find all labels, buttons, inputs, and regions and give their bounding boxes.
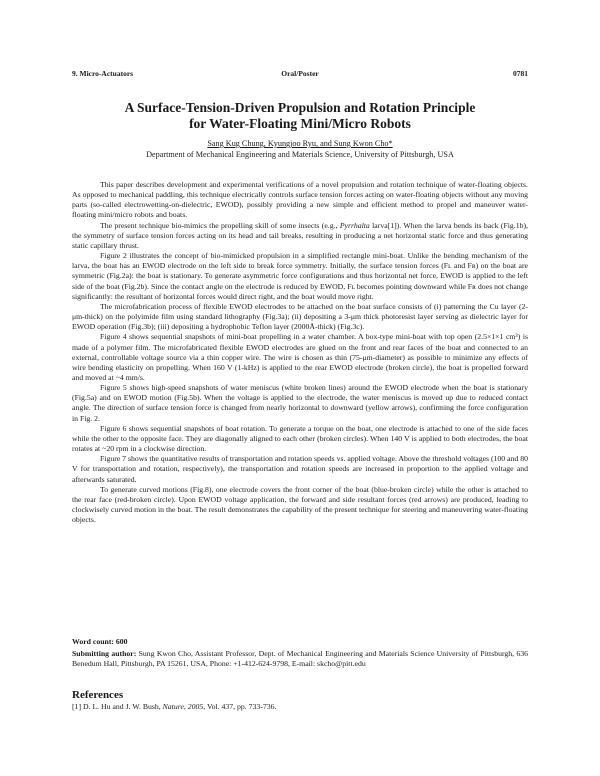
title-line-2: for Water-Floating Mini/Micro Robots xyxy=(189,116,411,131)
word-count-value: 600 xyxy=(115,637,128,646)
paper-body xyxy=(72,180,528,525)
paragraph-5: Figure 4 shows sequential snapshots of mini-boat propelling in a water chamber. A box-type mini-boat with top open (2.5×1×1 cm³) is made of a polymer film. The microfabricated flexible EWOD electrodes are glued on the front and rear faces of the boat and connected to an external, controllable voltage source via a thin copper wire. The wire is chosen as thin (75-μm-diameter) as possible to minimize any effects of wire bending elasticity on propelling. When 160 V (1-kHz) is applied to the rear EWOD electrode (broken circle), the boat is propelled forward and moved at ~4 mm/s. xyxy=(72,332,528,382)
title-line-1: A Surface-Tension-Driven Propulsion and Rotation Principle xyxy=(124,100,476,115)
submission-meta xyxy=(72,637,528,670)
page-number: 0781 xyxy=(513,69,528,78)
submitting-author xyxy=(72,649,528,669)
paragraph-3: Figure 2 illustrates the concept of bio-mimicked propulsion in a simplified rectangle mini-boat. Unlike the bending mechanism of the larva, the boat has an EWOD electrode on the left side to break force symmetry. Initially, the surface tension forces (Fʟ and Fʀ) on the boat are symmetric (Fig.2a): the boat is stationary. To generate asymmetric force configurations and thus horizontal net force, EWOD is applied to the left side of the boat (Fig.2b). Since the contact angle on the electrode is reduced by EWOD, Fʟ becomes pointing downward while Fʀ does not change significantly: the resultant of horizontal forces would direct right, and the boat would move right. xyxy=(72,251,528,301)
paragraph-4: The microfabrication process of flexible EWOD electrodes to be attached on the boat surface consists of (i) patterning the Cu layer (2-μm-thick) on the polyimide film using standard lithography (Fig.3a); (ii) depositing a 3-μm thick photoresist layer serving as dielectric layer for EWOD operation (Fig.3b); (iii) depositing a hydrophobic Teflon layer (2000Å-thick) (Fig.3c). xyxy=(72,301,528,332)
paragraph-8: Figure 7 shows the quantitative results of transportation and rotation speeds vs. applied voltage. Above the threshold voltages (100 and 80 V for transportation and rotation, respectively), the transportation and rotation speeds are increased in proportion to the applied voltage and afterwards saturated. xyxy=(72,454,528,484)
author-affiliation: Department of Mechanical Engineering and Materials Science, University of Pittsburgh, USA xyxy=(146,150,454,159)
author-block xyxy=(72,138,528,160)
reference-item: [1] D. L. Hu and J. W. Bush, Nature, 2005, Vol. 437, pp. 733-736. xyxy=(72,702,277,711)
paragraph-7: Figure 6 shows sequential snapshots of boat rotation. To generate a torque on the boat, one electrode is attached to one of the side faces while the other to the opposite face. They are diagonally aligned to each other (broken circles). When 140 V is applied to both electrodes, the boat rotates at ~20 rpm in a clockwise direction. xyxy=(72,423,528,454)
paragraph-6: Figure 5 shows high-speed snapshots of water meniscus (white broken lines) around the EWOD electrode when the boat is stationary (Fig.5a) and on EWOD motion (Fig.5b). When the voltage is applied to the electrode, the water meniscus is moved up due to reduced contact angle. The direction of surface tension force is changed from nearly horizontal to downward (yellow arrows), confirming the force configuration in Fig. 2. xyxy=(72,383,528,423)
word-count-label: Word count: xyxy=(72,637,114,646)
author-names: Sang Kug Chung, Kyungjoo Ryu, and Sung Kwon Cho* xyxy=(207,139,393,148)
paragraph-9: To generate curved motions (Fig.8), one electrode covers the front corner of the boat (blue-broken circle) while the other is attached to the rear face (red-broken circle). Upon EWOD voltage application, the forward and side resultant forces (red arrows) are produced, leading to clockwisely curved motion in the boat. The result demonstrates the capability of the present technique for steering and maneuvering water-floating objects. xyxy=(72,484,528,525)
session-label: Oral/Poster xyxy=(281,69,319,78)
submitting-author-label: Submitting author: xyxy=(72,649,137,659)
reference-journal: Nature, 2005 xyxy=(162,702,204,711)
submitting-author-details: Sung Kwon Cho, Assistant Professor, Dept. of Mechanical Engineering and Materials Science University of Pittsburgh, 636 Benedum Hall, Pittsburgh, PA 15261, USA, Phone: +1-412-624-9798, E-mail: skcho@pitt.edu xyxy=(72,649,528,669)
section-label: 9. Micro-Actuators xyxy=(72,69,134,78)
references-heading: References xyxy=(72,689,124,701)
species-name: Pyrrhalta xyxy=(339,220,370,230)
page-header xyxy=(72,69,528,81)
paper-title xyxy=(72,100,528,132)
paragraph-2: The present technique bio-mimics the propelling skill of some insects (e.g., Pyrrhalta larva[1]). When the larva bends its back (Fig.1b), the symmetry of surface tension forces acting on its head and tail breaks, resulting in producing a net horizontal static force and thus generating static capillary thrust. xyxy=(72,220,528,250)
paragraph-1: This paper describes development and experimental verifications of a novel propulsion and rotation technique of water-floating objects. As opposed to mechanical paddling, this technique electrically controls surface tension forces acting on water-floating objects without any moving parts (so-called electrowetting-on-dielectric, EWOD), possibly providing a new simple and efficient method to propel and maneuver water-floating mini/micro robots and boats. xyxy=(72,180,528,220)
word-count xyxy=(72,637,528,647)
